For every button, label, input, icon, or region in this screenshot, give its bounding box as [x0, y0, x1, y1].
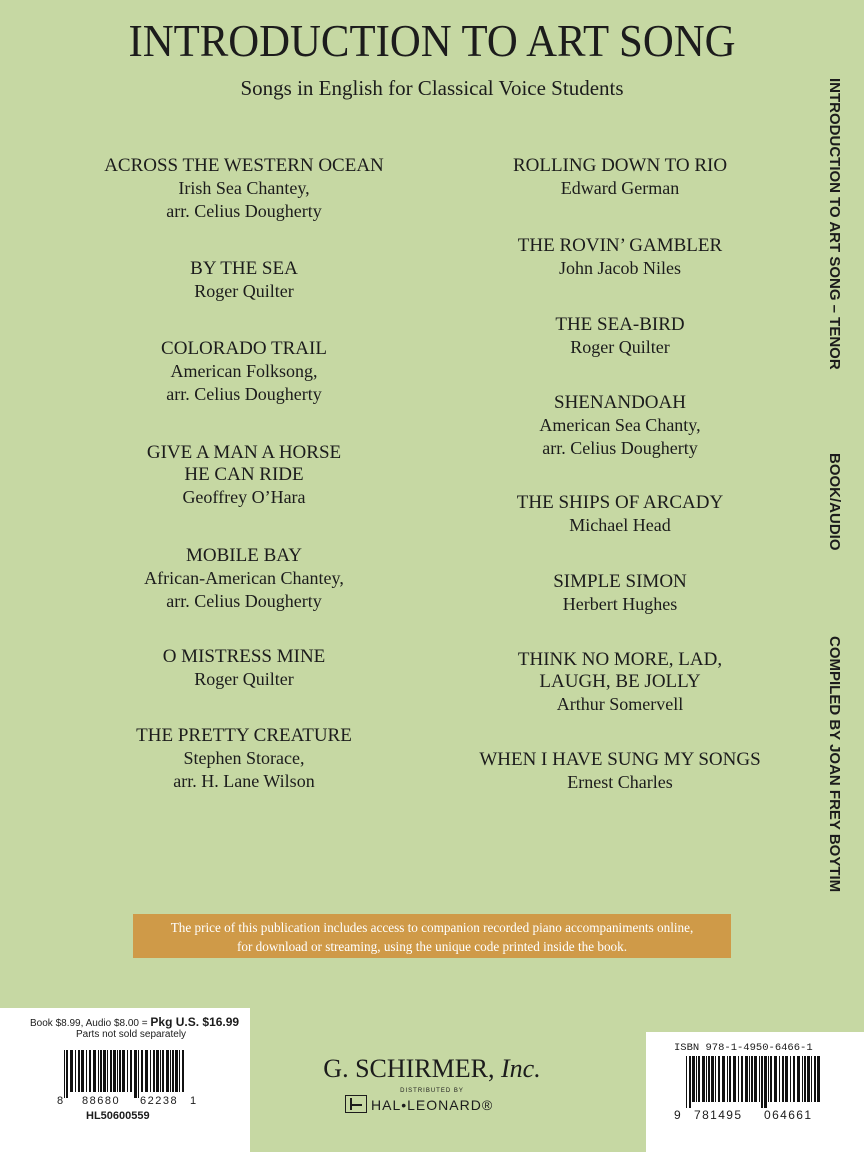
item-code: HL50600559 — [86, 1110, 150, 1122]
barcode-bar — [817, 1056, 820, 1102]
song-title: BY THE SEA — [190, 258, 298, 279]
upc-digit: 1 — [190, 1095, 197, 1107]
song-item — [440, 492, 800, 537]
song-item — [440, 314, 800, 359]
song-item — [440, 571, 800, 616]
song-credit: arr. Celius Dougherty — [542, 438, 698, 458]
song-credit: Ernest Charles — [567, 772, 673, 792]
song-credit: John Jacob Niles — [559, 258, 681, 278]
distributed-by: DISTRIBUTED BY — [400, 1088, 464, 1094]
barcode-bar — [790, 1056, 791, 1102]
song-credit: American Folksong, — [170, 361, 318, 381]
song-credit: Geoffrey O’Hara — [182, 487, 306, 507]
barcode-bar — [702, 1056, 705, 1102]
song-item — [64, 258, 424, 303]
barcode-bar — [689, 1056, 691, 1108]
page-title: INTRODUCTION TO ART SONG — [128, 15, 736, 66]
hal-leonard-logo-icon — [345, 1095, 367, 1113]
barcode-bar — [793, 1056, 795, 1102]
song-title: COLORADO TRAIL — [161, 338, 327, 359]
song-credit: arr. Celius Dougherty — [166, 201, 322, 221]
song-item — [440, 392, 800, 460]
song-title: ROLLING DOWN TO RIO — [512, 155, 728, 176]
song-title: LAUGH, BE JOLLY — [539, 671, 701, 692]
barcode-bar — [715, 1056, 716, 1102]
song-credit: arr. H. Lane Wilson — [173, 771, 315, 791]
song-item — [440, 235, 800, 280]
song-item — [64, 155, 424, 223]
song-item — [64, 442, 424, 509]
song-title: THE ROVIN’ GAMBLER — [517, 235, 723, 256]
barcode-bar — [711, 1056, 714, 1102]
song-credit: American Sea Chanty, — [539, 415, 701, 435]
distributor-logo — [345, 1095, 525, 1115]
song-title: SHENANDOAH — [554, 392, 686, 413]
song-credit: Michael Head — [569, 515, 671, 535]
barcode-bar — [706, 1056, 707, 1102]
barcode-bar — [722, 1056, 725, 1102]
barcode-bar — [698, 1056, 700, 1102]
song-title: THE SHIPS OF ARCADY — [516, 492, 724, 513]
song-credit: Irish Sea Chantey, — [178, 178, 310, 198]
song-credit: Roger Quilter — [194, 281, 294, 301]
barcode-bar — [745, 1056, 748, 1102]
song-credit: Herbert Hughes — [562, 594, 678, 614]
barcode-bar — [770, 1056, 772, 1102]
barcode-bar — [749, 1056, 750, 1102]
publisher-name: G. SCHIRMER, Inc. — [323, 1054, 541, 1083]
barcode-bar — [768, 1056, 769, 1102]
barcode-bar — [764, 1056, 767, 1108]
spine-title: INTRODUCTION TO ART SONG – TENOR — [826, 78, 843, 370]
song-credit: arr. Celius Dougherty — [166, 384, 322, 404]
barcode-bar — [751, 1056, 753, 1102]
song-item — [440, 749, 800, 794]
barcode-bar — [759, 1056, 760, 1102]
distributor-name: HAL•LEONARD® — [371, 1097, 494, 1113]
page-subtitle: Songs in English for Classical Voice Students — [240, 76, 624, 100]
song-title: SIMPLE SIMON — [553, 571, 687, 592]
barcode-bar — [779, 1056, 780, 1102]
song-title: WHEN I HAVE SUNG MY SONGS — [479, 749, 761, 770]
song-credit: African-American Chantey, — [144, 568, 344, 588]
song-title: ACROSS THE WESTERN OCEAN — [104, 155, 384, 176]
song-title: O MISTRESS MINE — [162, 646, 326, 667]
barcode-bar — [797, 1056, 800, 1102]
barcode-bar — [814, 1056, 816, 1102]
song-title: GIVE A MAN A HORSE — [146, 442, 342, 463]
barcode-bar — [785, 1056, 788, 1102]
isbn-text: ISBN 978-1-4950-6466-1 — [674, 1042, 813, 1054]
price-line: Book $8.99, Audio $8.00 = Pkg U.S. $16.99 — [30, 1015, 240, 1029]
upc-digit: 8 — [57, 1095, 64, 1107]
spine — [826, 78, 862, 898]
song-title: HE CAN RIDE — [184, 464, 304, 485]
package-price: Pkg U.S. $16.99 — [150, 1015, 240, 1029]
song-credit: Stephen Storace, — [183, 748, 305, 768]
song-item — [64, 338, 424, 406]
barcode-bar — [692, 1056, 695, 1102]
song-credit: Roger Quilter — [194, 669, 294, 689]
isbn-digits-left: 781495 — [694, 1108, 743, 1122]
song-credit: arr. Celius Dougherty — [166, 591, 322, 611]
isbn-barcode-icon — [686, 1056, 822, 1108]
barcode-bar — [804, 1056, 806, 1102]
song-title: THE SEA-BIRD — [555, 314, 685, 335]
song-item — [440, 155, 800, 200]
spine-format: BOOK/AUDIO — [826, 453, 843, 551]
song-title: THE PRETTY CREATURE — [136, 725, 352, 746]
song-item — [64, 725, 424, 793]
song-title: MOBILE BAY — [186, 545, 302, 566]
song-credit: Arthur Somervell — [556, 694, 684, 714]
barcode-bar — [729, 1056, 731, 1102]
barcode-bar — [708, 1056, 710, 1102]
barcode-bar — [807, 1056, 810, 1102]
spine-compiler: COMPILED BY JOAN FREY BOYTIM — [826, 636, 843, 893]
barcode-bar — [774, 1056, 777, 1102]
notice-line: The price of this publication includes access to companion recorded piano accompaniments online, — [170, 920, 694, 935]
song-title: THINK NO MORE, LAD, — [517, 649, 723, 670]
barcode-bar — [782, 1056, 784, 1102]
barcode-bar — [738, 1056, 739, 1102]
song-item — [64, 646, 424, 691]
barcode-bar — [727, 1056, 728, 1102]
barcode-bar — [686, 1056, 687, 1108]
isbn-barcode-box — [646, 1032, 864, 1152]
song-item — [64, 545, 424, 613]
barcode-bar — [754, 1056, 757, 1102]
audio-access-notice — [133, 914, 731, 958]
upc-digits-right: 62238 — [140, 1095, 179, 1107]
song-item — [440, 649, 800, 716]
barcode-bar — [733, 1056, 736, 1102]
parts-note: Parts not sold separately — [76, 1029, 187, 1040]
barcode-bar — [741, 1056, 743, 1102]
barcode-bar — [696, 1056, 697, 1102]
song-credit: Edward German — [560, 178, 680, 198]
upc-digits-left: 88680 — [82, 1095, 121, 1107]
isbn-digits-right: 064661 — [764, 1108, 813, 1122]
barcode-bar — [802, 1056, 803, 1102]
song-credit: Roger Quilter — [570, 337, 670, 357]
barcode-bar — [811, 1056, 812, 1102]
notice-line: for download or streaming, using the unique code printed inside the book. — [236, 939, 628, 954]
barcode-bar — [761, 1056, 763, 1108]
barcode-bar — [718, 1056, 720, 1102]
isbn-digit: 9 — [674, 1108, 683, 1122]
